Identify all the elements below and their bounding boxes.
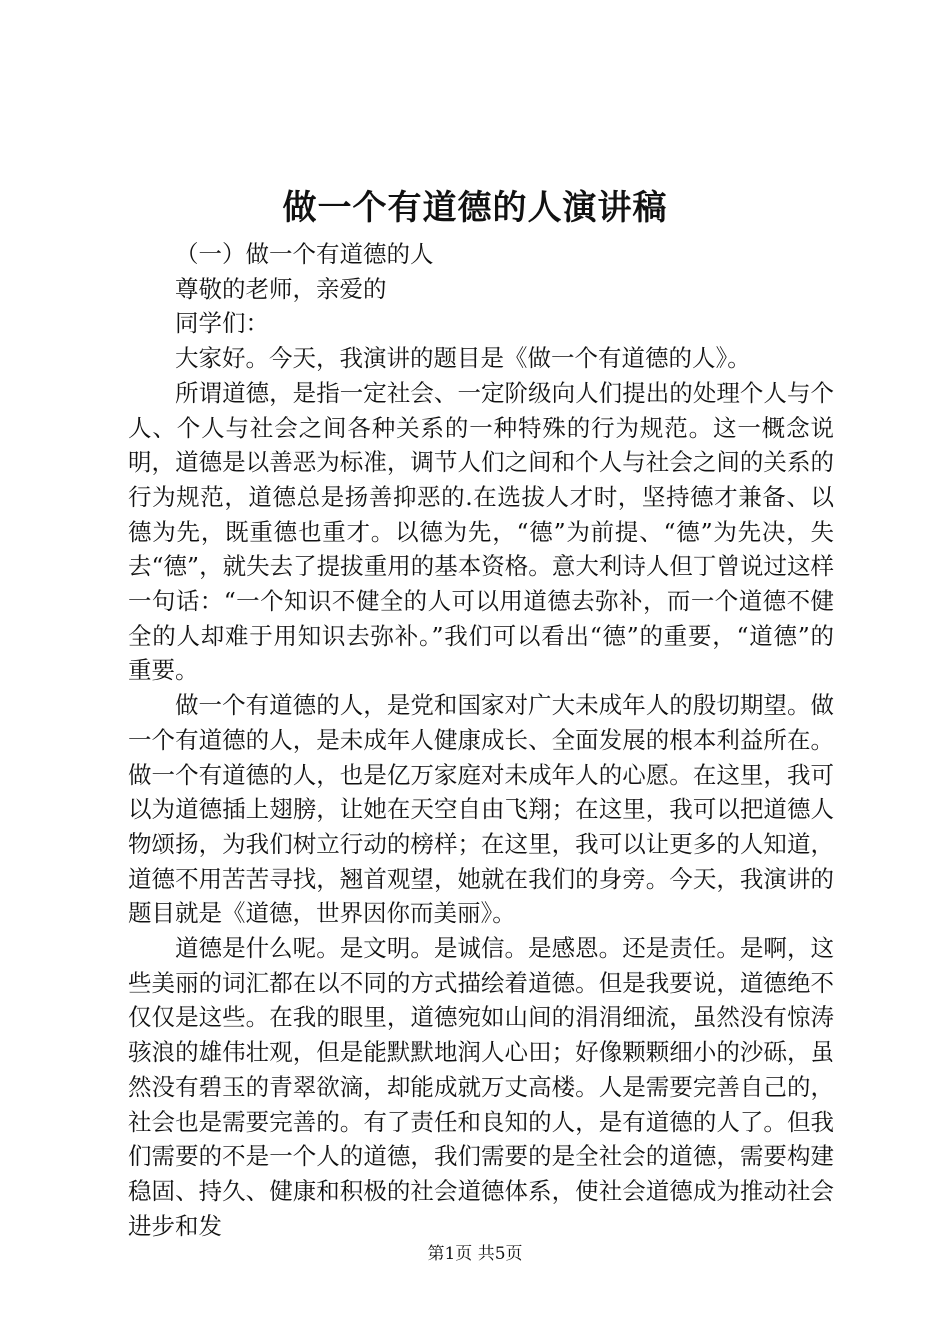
greeting-paragraph: 大家好。今天，我演讲的题目是《做一个有道德的人》。 — [175, 344, 751, 373]
salutation-line-1: 尊敬的老师，亲爱的 — [175, 274, 387, 303]
page-number: 第1页 共5页 — [427, 1244, 523, 1264]
body-paragraph: 道德是什么呢。是文明。是诚信。是感恩。还是责任。是啊，这些美丽的词汇都在以不同的方式描绘着道德。但是我要说，道德绝不仅仅是这些。在我的眼里，道德宛如山间的涓涓细流，虽然没有惊涛骇浪的雄伟壮观，但是能默默地润人心田；好像颗颗细小的沙砾，虽然没有碧玉的青翠欲滴，却能成就万丈高楼。人是需要完善自己的，社会也是需要完善的。有了责任和良知的人，是有道德的人了。但我们需要的不是一个人的道德，我们需要的是全社会的道德，需要构建稳固、持久、健康和积极的社会道德体系，使社会道德成为推动社会进步和发 — [128, 934, 834, 1240]
body-paragraph: 做一个有道德的人，是党和国家对广大未成年人的殷切期望。做一个有道德的人，是未成年人健康成长、全面发展的根本利益所在。做一个有道德的人，也是亿万家庭对未成年人的心愿。在这里，我可以为道德插上翅膀，让她在天空自由飞翔；在这里，我可以把道德人物颂扬，为我们树立行动的榜样；在这里，我可以让更多的人知道，道德不用苦苦寻找，翘首观望，她就在我们的身旁。今天，我演讲的题目就是《道德，世界因你而美丽》。 — [128, 691, 834, 928]
section-heading: （一）做一个有道德的人 — [175, 240, 434, 268]
salutation-line-2: 同学们： — [175, 309, 269, 338]
document-body — [128, 237, 834, 1243]
document-title: 做一个有道德的人演讲稿 — [282, 188, 668, 228]
body-paragraph: 所谓道德，是指一定社会、一定阶级向人们提出的处理个人与个人、个人与社会之间各种关系的一种特殊的行为规范。这一概念说明，道德是以善恶为标准，调节人们之间和个人与社会之间的关系的行为规范，道德总是扬善抑恶的.在选拔人才时，坚持德才兼备、以德为先，既重德也重才。以德为先，“德”为前提、“德”为先决，失去“德”，就失去了提拔重用的基本资格。意大利诗人但丁曾说过这样一句话：“一个知识不健全的人可以用道德去弥补，而一个道德不健全的人却难于用知识去弥补。”我们可以看出“德”的重要，“道德”的重要。 — [128, 378, 834, 685]
